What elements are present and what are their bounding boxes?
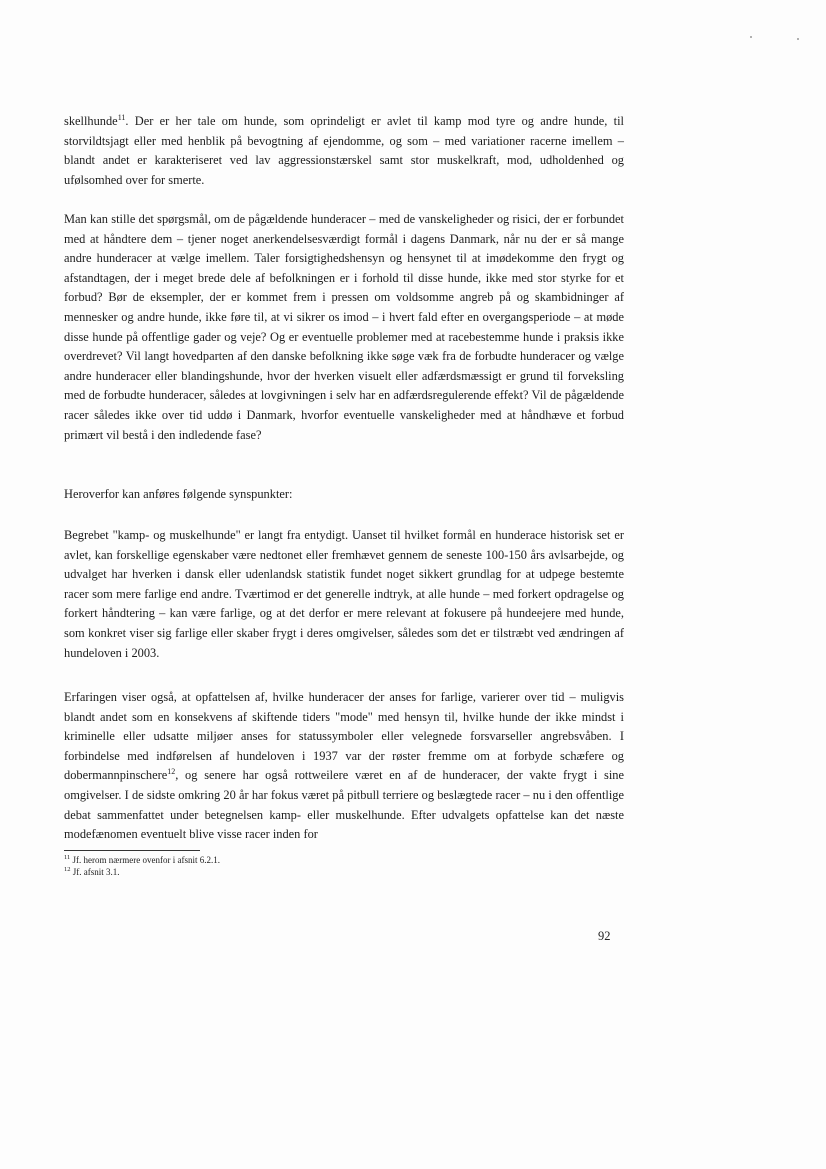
footnote-12 — [64, 866, 624, 878]
scan-speck — [797, 38, 799, 40]
paragraph-4: Begrebet "kamp- og muskelhunde" er langt fra entydigt. Uanset til hvilket formål en hunderace historisk set er avlet, kan forskellige egenskaber være nedtonet eller fremhævet gennem de seneste 100-150 års avlsarbejde, og udvalget har hverken i dansk eller udenlandsk statistik fundet noget sikkert grundlag for at udpege bestemte racer som mere farlige end andre. Tværtimod er det generelle indtryk, at alle hunde – med forkert opdragelse og forkert håndtering – kan være farlige, og at det derfor er mere relevant at fokusere på hundeejere med hunde, som konkret viser sig farlige eller skaber frygt i deres omgivelser, således som det er tilstræbt ved ændringen af hundeloven i 2003. — [64, 528, 624, 660]
footnote-11 — [64, 854, 624, 866]
footnote-text: Jf. herom nærmere ovenfor i afsnit 6.2.1. — [72, 855, 220, 865]
footnotes — [64, 854, 624, 878]
scan-speck — [750, 36, 752, 38]
page-number: 92 — [598, 929, 611, 943]
paragraph-2: Man kan stille det spørgsmål, om de pågældende hunderacer – med de vanskeligheder og risici, der er forbundet med at håndtere dem – tjener noget anerkendelsesværdigt formål i dagens Danmark, når nu der er så mange andre hunderacer at vælge imellem. Taler forsigtighedshensyn og hensynet til at imødekomme den frygt og afstandtagen, der i meget brede dele af befolkningen er i forhold til disse hunde, ikke med stor styrke for et forbud? Bør de eksempler, der er kommet frem i pressen om voldsomme angreb på og skambidninger af mennesker og andre hunde, ikke føre til, at vi sikrer os imod – i hvert fald efter en overgangsperiode – at møde disse hunde på offentlige gader og veje? Og er eventuelle problemer med at racebestemme hunde i praksis ikke overdrevet? Vil langt hovedparten af den danske befolkning ikke søge væk fra de forbudte hunderacer og vælge andre hunderacer eller blandingshunde, hvor der hverken visuelt eller adfærdsmæssigt er grund til forveksling med de forbudte hunderacer, således at lovgivningen i selv har en adfærdsregulerende effekt? Vil de pågældende racer således ikke over tid uddø i Danmark, hvorfor eventuelle vanskeligheder med at håndhæve et forbud primært vil bestå i den indledende fase? — [64, 212, 624, 442]
paragraph-5-text-start: Erfaringen viser også, at opfattelsen af, hvilke hunderacer der anses for farlige, varierer over tid – muligvis blandt andet som en konsekvens af skiftende tiders "mode" med hensyn til, hvilke hunde der ikke mindst i kriminelle eller udsatte miljøer anses for statussymboler eller velegnede forsvarseller angrebsvåben. I forbindelse med indførelsen af hundeloven i 1937 var der røster fremme om at forbyde schæfere og dobermannpinschere — [64, 690, 624, 783]
paragraph-1-text-start: skellhunde — [64, 114, 118, 128]
paragraph-3: Heroverfor kan anføres følgende synspunkter: — [64, 487, 293, 501]
footnote-text: Jf. afsnit 3.1. — [72, 867, 120, 877]
footnote-ref-11[interactable]: 11 — [117, 112, 126, 122]
footnote-separator — [64, 850, 200, 851]
paragraph-1-text-end: . Der er her tale om hunde, som oprindeligt er avlet til kamp mod tyre og andre hunde, til storvildtsjagt eller med henblik på bevogtning af ejendomme, og som – med variationer racerne imellem – blandt andet er karakteriseret ved lav aggressionstærskel samt stor muskelkraft, mod, udholdenhed og ufølsomhed over for smerte. — [64, 114, 624, 187]
paragraph-5 — [64, 688, 624, 845]
footnote-ref-12[interactable]: 12 — [167, 767, 176, 777]
paragraph-5-text-end: , og senere har også rottweilere været en af de hunderacer, der vakte frygt i sine omgivelser. I de sidste omkring 20 år har fokus været på pitbull terriere og beslægtede racer – nu i den offentlige debat sammenfattet under betegnelsen kamp- eller muskelhunde. Efter udvalgets opfattelse kan det næste modefænomen eventuelt blive visse racer inden for — [64, 768, 624, 842]
paragraph-1 — [64, 112, 624, 190]
footnote-number: 12 — [64, 866, 71, 873]
footnote-number: 11 — [64, 854, 71, 861]
